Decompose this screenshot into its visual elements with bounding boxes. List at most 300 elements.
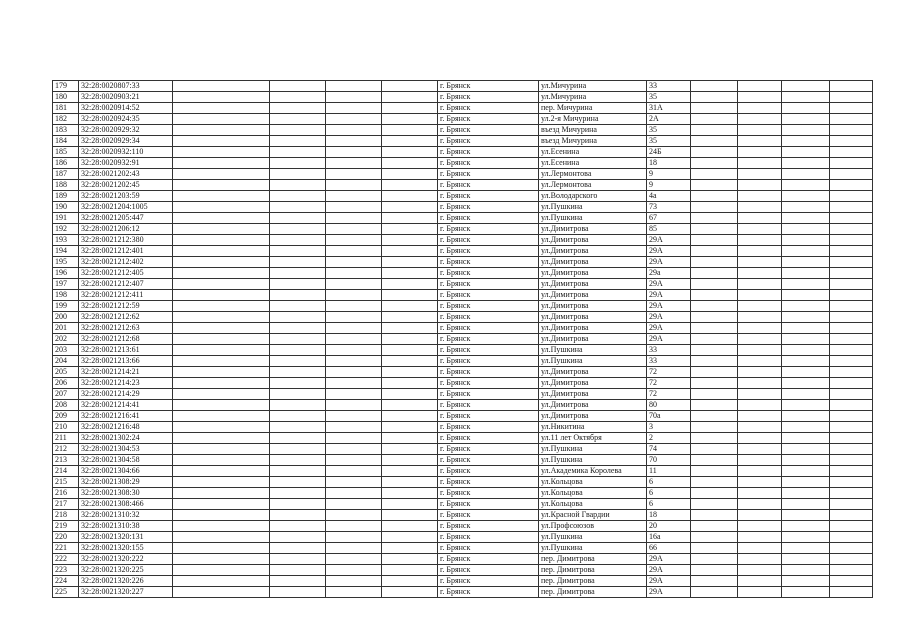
empty-cell (691, 103, 738, 114)
city-cell: г. Брянск (438, 114, 539, 125)
empty-cell (738, 213, 782, 224)
empty-cell (738, 81, 782, 92)
empty-cell (830, 114, 873, 125)
house-number-cell: 29А (647, 334, 691, 345)
table-row (53, 92, 873, 103)
cadastral-number-cell: 32:28:0021214:21 (79, 367, 173, 378)
empty-cell (782, 312, 830, 323)
empty-cell (782, 477, 830, 488)
empty-cell (173, 532, 270, 543)
empty-cell (782, 565, 830, 576)
empty-cell (326, 158, 382, 169)
empty-cell (830, 488, 873, 499)
row-number-cell: 213 (53, 455, 79, 466)
empty-cell (382, 103, 438, 114)
row-number-cell: 188 (53, 180, 79, 191)
empty-cell (173, 356, 270, 367)
street-cell: ул.Пушкина (539, 455, 647, 466)
table-row (53, 290, 873, 301)
city-cell: г. Брянск (438, 158, 539, 169)
city-cell: г. Брянск (438, 136, 539, 147)
empty-cell (782, 158, 830, 169)
table-row (53, 257, 873, 268)
empty-cell (691, 466, 738, 477)
empty-cell (270, 323, 326, 334)
empty-cell (691, 290, 738, 301)
table-body (53, 81, 873, 598)
empty-cell (691, 147, 738, 158)
empty-cell (326, 433, 382, 444)
empty-cell (270, 389, 326, 400)
row-number-cell: 200 (53, 312, 79, 323)
street-cell: ул.Мичурина (539, 81, 647, 92)
house-number-cell: 6 (647, 477, 691, 488)
city-cell: г. Брянск (438, 444, 539, 455)
cadastral-number-cell: 32:28:0020924:35 (79, 114, 173, 125)
empty-cell (270, 268, 326, 279)
empty-cell (782, 180, 830, 191)
empty-cell (382, 81, 438, 92)
empty-cell (173, 400, 270, 411)
empty-cell (738, 246, 782, 257)
row-number-cell: 214 (53, 466, 79, 477)
empty-cell (173, 180, 270, 191)
row-number-cell: 201 (53, 323, 79, 334)
empty-cell (830, 279, 873, 290)
empty-cell (738, 180, 782, 191)
empty-cell (173, 499, 270, 510)
empty-cell (382, 444, 438, 455)
empty-cell (382, 422, 438, 433)
empty-cell (326, 411, 382, 422)
table-row (53, 81, 873, 92)
empty-cell (270, 565, 326, 576)
empty-cell (782, 246, 830, 257)
empty-cell (173, 488, 270, 499)
cadastral-number-cell: 32:28:0021320:225 (79, 565, 173, 576)
empty-cell (830, 400, 873, 411)
row-number-cell: 185 (53, 147, 79, 158)
house-number-cell: 9 (647, 169, 691, 180)
empty-cell (173, 268, 270, 279)
empty-cell (691, 158, 738, 169)
table-row (53, 433, 873, 444)
cadastral-number-cell: 32:28:0021203:59 (79, 191, 173, 202)
city-cell: г. Брянск (438, 147, 539, 158)
street-cell: ул.Профсоюзов (539, 521, 647, 532)
city-cell: г. Брянск (438, 587, 539, 598)
empty-cell (382, 235, 438, 246)
empty-cell (738, 389, 782, 400)
empty-cell (382, 246, 438, 257)
empty-cell (270, 334, 326, 345)
empty-cell (738, 455, 782, 466)
empty-cell (173, 125, 270, 136)
street-cell: ул.Лермонтова (539, 180, 647, 191)
house-number-cell: 29А (647, 235, 691, 246)
empty-cell (738, 279, 782, 290)
empty-cell (173, 389, 270, 400)
row-number-cell: 222 (53, 554, 79, 565)
empty-cell (382, 191, 438, 202)
empty-cell (382, 554, 438, 565)
empty-cell (691, 389, 738, 400)
table-row (53, 521, 873, 532)
empty-cell (270, 510, 326, 521)
empty-cell (173, 191, 270, 202)
empty-cell (782, 268, 830, 279)
empty-cell (738, 554, 782, 565)
empty-cell (830, 81, 873, 92)
cadastral-number-cell: 32:28:0021205:447 (79, 213, 173, 224)
street-cell: пер. Димитрова (539, 554, 647, 565)
empty-cell (782, 323, 830, 334)
house-number-cell: 18 (647, 510, 691, 521)
empty-cell (782, 576, 830, 587)
empty-cell (382, 466, 438, 477)
city-cell: г. Брянск (438, 180, 539, 191)
street-cell: ул.Пушкина (539, 202, 647, 213)
row-number-cell: 218 (53, 510, 79, 521)
empty-cell (382, 411, 438, 422)
empty-cell (830, 268, 873, 279)
empty-cell (173, 521, 270, 532)
cadastral-number-cell: 32:28:0021310:32 (79, 510, 173, 521)
city-cell: г. Брянск (438, 169, 539, 180)
empty-cell (270, 224, 326, 235)
row-number-cell: 186 (53, 158, 79, 169)
street-cell: ул.Димитрова (539, 323, 647, 334)
cadastral-number-cell: 32:28:0021304:53 (79, 444, 173, 455)
empty-cell (782, 422, 830, 433)
house-number-cell: 3 (647, 422, 691, 433)
table-row (53, 191, 873, 202)
empty-cell (782, 334, 830, 345)
cadastral-number-cell: 32:28:0020903:21 (79, 92, 173, 103)
empty-cell (326, 477, 382, 488)
street-cell: въезд Мичурина (539, 125, 647, 136)
city-cell: г. Брянск (438, 92, 539, 103)
empty-cell (691, 543, 738, 554)
empty-cell (830, 433, 873, 444)
empty-cell (270, 92, 326, 103)
empty-cell (830, 356, 873, 367)
street-cell: ул.2-я Мичурина (539, 114, 647, 125)
empty-cell (326, 367, 382, 378)
empty-cell (738, 312, 782, 323)
empty-cell (738, 268, 782, 279)
house-number-cell: 29А (647, 587, 691, 598)
empty-cell (270, 301, 326, 312)
empty-cell (738, 576, 782, 587)
empty-cell (270, 521, 326, 532)
empty-cell (382, 477, 438, 488)
empty-cell (382, 147, 438, 158)
empty-cell (738, 565, 782, 576)
empty-cell (830, 554, 873, 565)
house-number-cell: 29А (647, 246, 691, 257)
empty-cell (270, 158, 326, 169)
house-number-cell: 67 (647, 213, 691, 224)
cadastral-number-cell: 32:28:0021320:155 (79, 543, 173, 554)
house-number-cell: 80 (647, 400, 691, 411)
street-cell: ул.Димитрова (539, 400, 647, 411)
empty-cell (782, 532, 830, 543)
empty-cell (830, 510, 873, 521)
house-number-cell: 29А (647, 323, 691, 334)
empty-cell (326, 312, 382, 323)
empty-cell (326, 257, 382, 268)
city-cell: г. Брянск (438, 488, 539, 499)
empty-cell (830, 290, 873, 301)
table-row (53, 367, 873, 378)
empty-cell (738, 466, 782, 477)
table-row (53, 356, 873, 367)
street-cell: ул.Димитрова (539, 257, 647, 268)
house-number-cell: 29А (647, 554, 691, 565)
empty-cell (270, 290, 326, 301)
row-number-cell: 209 (53, 411, 79, 422)
table-row (53, 334, 873, 345)
empty-cell (830, 411, 873, 422)
empty-cell (270, 191, 326, 202)
empty-cell (691, 565, 738, 576)
empty-cell (326, 202, 382, 213)
city-cell: г. Брянск (438, 202, 539, 213)
empty-cell (173, 92, 270, 103)
empty-cell (691, 235, 738, 246)
empty-cell (270, 532, 326, 543)
empty-cell (173, 279, 270, 290)
empty-cell (830, 389, 873, 400)
empty-cell (382, 268, 438, 279)
street-cell: ул.Кольцова (539, 488, 647, 499)
empty-cell (830, 565, 873, 576)
row-number-cell: 190 (53, 202, 79, 213)
empty-cell (326, 301, 382, 312)
empty-cell (326, 488, 382, 499)
empty-cell (173, 114, 270, 125)
city-cell: г. Брянск (438, 279, 539, 290)
house-number-cell: 74 (647, 444, 691, 455)
empty-cell (382, 345, 438, 356)
empty-cell (738, 191, 782, 202)
empty-cell (738, 235, 782, 246)
empty-cell (382, 532, 438, 543)
empty-cell (691, 477, 738, 488)
empty-cell (326, 532, 382, 543)
empty-cell (830, 444, 873, 455)
empty-cell (738, 202, 782, 213)
row-number-cell: 216 (53, 488, 79, 499)
empty-cell (326, 279, 382, 290)
empty-cell (382, 499, 438, 510)
cadastral-number-cell: 32:28:0021204:1005 (79, 202, 173, 213)
empty-cell (830, 422, 873, 433)
cadastral-number-cell: 32:28:0021212:59 (79, 301, 173, 312)
empty-cell (691, 257, 738, 268)
empty-cell (326, 466, 382, 477)
empty-cell (830, 466, 873, 477)
empty-cell (326, 224, 382, 235)
empty-cell (270, 345, 326, 356)
house-number-cell: 29А (647, 257, 691, 268)
empty-cell (830, 235, 873, 246)
empty-cell (326, 334, 382, 345)
empty-cell (691, 180, 738, 191)
cadastral-number-cell: 32:28:0021308:466 (79, 499, 173, 510)
empty-cell (691, 224, 738, 235)
house-number-cell: 29А (647, 312, 691, 323)
table-row (53, 312, 873, 323)
empty-cell (830, 257, 873, 268)
empty-cell (270, 488, 326, 499)
empty-cell (830, 587, 873, 598)
cadastral-number-cell: 32:28:0021202:45 (79, 180, 173, 191)
cadastral-number-cell: 32:28:0021302:24 (79, 433, 173, 444)
street-cell: ул.Пушкина (539, 345, 647, 356)
row-number-cell: 189 (53, 191, 79, 202)
empty-cell (326, 180, 382, 191)
street-cell: пер. Димитрова (539, 565, 647, 576)
empty-cell (326, 191, 382, 202)
cadastral-number-cell: 32:28:0020929:34 (79, 136, 173, 147)
city-cell: г. Брянск (438, 257, 539, 268)
empty-cell (782, 136, 830, 147)
street-cell: ул.Лермонтова (539, 169, 647, 180)
empty-cell (382, 378, 438, 389)
empty-cell (738, 543, 782, 554)
empty-cell (270, 257, 326, 268)
empty-cell (691, 455, 738, 466)
empty-cell (270, 554, 326, 565)
empty-cell (270, 213, 326, 224)
cadastral-number-cell: 32:28:0021212:380 (79, 235, 173, 246)
empty-cell (382, 510, 438, 521)
empty-cell (782, 521, 830, 532)
empty-cell (691, 334, 738, 345)
empty-cell (173, 422, 270, 433)
row-number-cell: 195 (53, 257, 79, 268)
street-cell: ул.Мичурина (539, 92, 647, 103)
empty-cell (782, 279, 830, 290)
house-number-cell: 6 (647, 499, 691, 510)
empty-cell (782, 466, 830, 477)
empty-cell (738, 103, 782, 114)
empty-cell (738, 158, 782, 169)
row-number-cell: 198 (53, 290, 79, 301)
empty-cell (691, 323, 738, 334)
house-number-cell: 29А (647, 279, 691, 290)
empty-cell (326, 400, 382, 411)
empty-cell (782, 356, 830, 367)
empty-cell (691, 169, 738, 180)
street-cell: ул.Пушкина (539, 213, 647, 224)
empty-cell (782, 202, 830, 213)
empty-cell (830, 455, 873, 466)
empty-cell (691, 92, 738, 103)
empty-cell (782, 235, 830, 246)
empty-cell (782, 389, 830, 400)
cadastral-number-cell: 32:28:0021212:68 (79, 334, 173, 345)
street-cell: ул.Димитрова (539, 301, 647, 312)
row-number-cell: 199 (53, 301, 79, 312)
house-number-cell: 72 (647, 389, 691, 400)
empty-cell (382, 356, 438, 367)
house-number-cell: 33 (647, 356, 691, 367)
empty-cell (738, 521, 782, 532)
empty-cell (326, 246, 382, 257)
table-row (53, 378, 873, 389)
empty-cell (382, 213, 438, 224)
empty-cell (382, 169, 438, 180)
empty-cell (738, 433, 782, 444)
city-cell: г. Брянск (438, 477, 539, 488)
empty-cell (782, 125, 830, 136)
empty-cell (738, 136, 782, 147)
empty-cell (326, 554, 382, 565)
empty-cell (270, 180, 326, 191)
empty-cell (830, 103, 873, 114)
city-cell: г. Брянск (438, 81, 539, 92)
empty-cell (173, 466, 270, 477)
street-cell: ул.Кольцова (539, 477, 647, 488)
empty-cell (782, 510, 830, 521)
street-cell: ул.Димитрова (539, 224, 647, 235)
empty-cell (738, 367, 782, 378)
city-cell: г. Брянск (438, 433, 539, 444)
empty-cell (782, 444, 830, 455)
row-number-cell: 194 (53, 246, 79, 257)
table-row (53, 301, 873, 312)
row-number-cell: 179 (53, 81, 79, 92)
street-cell: ул.Димитрова (539, 312, 647, 323)
empty-cell (270, 400, 326, 411)
empty-cell (382, 576, 438, 587)
cadastral-number-cell: 32:28:0021216:41 (79, 411, 173, 422)
empty-cell (691, 312, 738, 323)
empty-cell (173, 213, 270, 224)
empty-cell (782, 301, 830, 312)
empty-cell (326, 235, 382, 246)
street-cell: ул.Димитрова (539, 279, 647, 290)
house-number-cell: 4а (647, 191, 691, 202)
table-row (53, 136, 873, 147)
empty-cell (173, 455, 270, 466)
street-cell: ул.Димитрова (539, 367, 647, 378)
empty-cell (270, 499, 326, 510)
empty-cell (830, 301, 873, 312)
row-number-cell: 196 (53, 268, 79, 279)
street-cell: ул.Пушкина (539, 444, 647, 455)
city-cell: г. Брянск (438, 521, 539, 532)
empty-cell (270, 81, 326, 92)
empty-cell (782, 433, 830, 444)
empty-cell (173, 510, 270, 521)
empty-cell (738, 356, 782, 367)
empty-cell (691, 301, 738, 312)
empty-cell (830, 477, 873, 488)
empty-cell (173, 477, 270, 488)
empty-cell (691, 532, 738, 543)
empty-cell (173, 301, 270, 312)
empty-cell (782, 400, 830, 411)
cadastral-number-cell: 32:28:0020932:110 (79, 147, 173, 158)
house-number-cell: 66 (647, 543, 691, 554)
empty-cell (691, 576, 738, 587)
table-row (53, 543, 873, 554)
street-cell: ул.Володарского (539, 191, 647, 202)
